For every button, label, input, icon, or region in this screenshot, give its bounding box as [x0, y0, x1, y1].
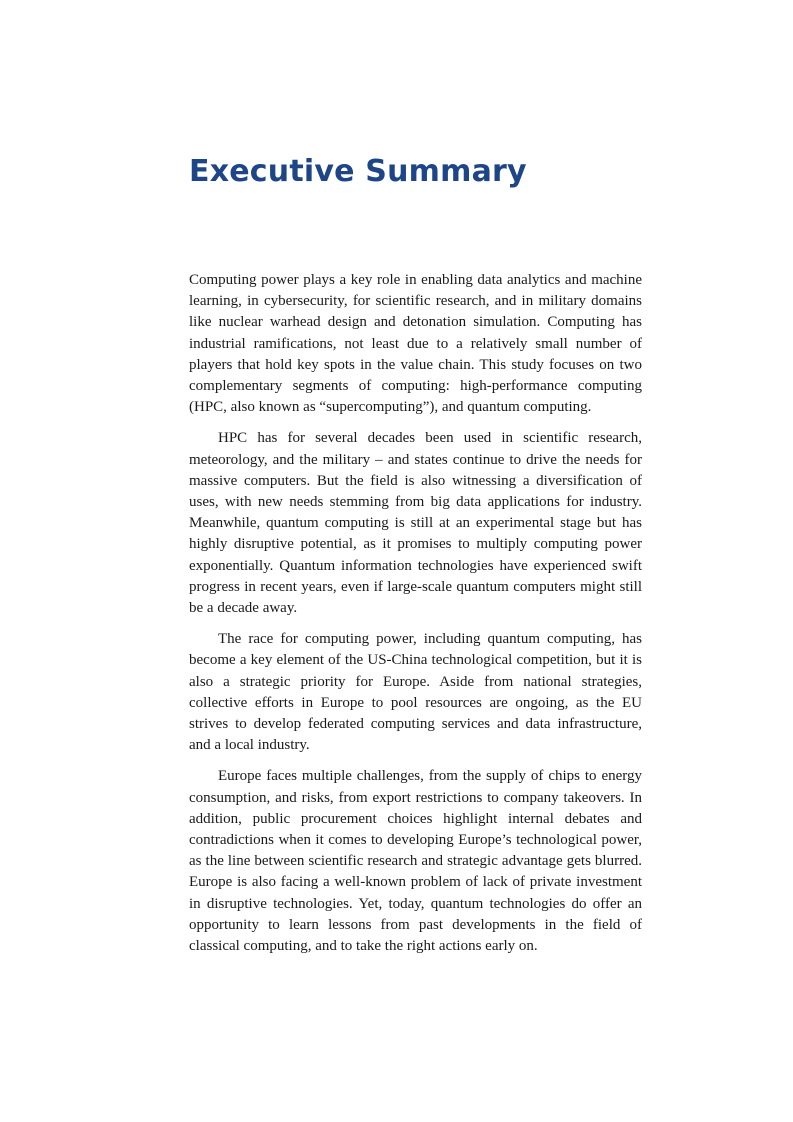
paragraph-3: The race for computing power, including quantum computing, has become a key element of the US-China technological competition, but it is also a strategic priority for Europe. Aside from national strategies, collective efforts in Europe to pool resources are ongoing, as the EU strives to develop federated computing services and data infrastructure, and a local industry. — [189, 631, 642, 754]
page-title: Executive Summary — [189, 154, 527, 189]
paragraph-1: Computing power plays a key role in enabling data analytics and machine learning, in cybersecurity, for scientific research, and in military domains like nuclear warhead design and detonation simulation. Computing has industrial ramifications, not least due to a relatively small number of players that hold key spots in the value chain. This study focuses on two complementary segments of computing: high-performance computing (HPC, also known as “supercomputing”), and quantum computing. — [189, 272, 642, 416]
summary-body — [189, 270, 642, 967]
paragraph-4: Europe faces multiple challenges, from the supply of chips to energy consumption, and risks, from export restrictions to company takeovers. In addition, public procurement choices highlight internal debates and contradictions when it comes to developing Europe’s technological power, as the line between scientific research and strategic advantage gets blurred. Europe is also facing a well-known problem of lack of private investment in disruptive technologies. Yet, today, quantum technologies do offer an opportunity to learn lessons from past developments in the field of classical computing, and to take the right actions early on. — [189, 768, 642, 955]
paragraph-2: HPC has for several decades been used in scientific research, meteorology, and the military – and states continue to drive the needs for massive computers. But the field is also witnessing a diversification of uses, with new needs stemming from big data applications for industry. Meanwhile, quantum computing is still at an experimental stage but has highly disruptive potential, as it promises to multiply computing power exponentially. Quantum information technologies have experienced swift progress in recent years, even if large-scale quantum computers might still be a decade away. — [189, 430, 642, 617]
